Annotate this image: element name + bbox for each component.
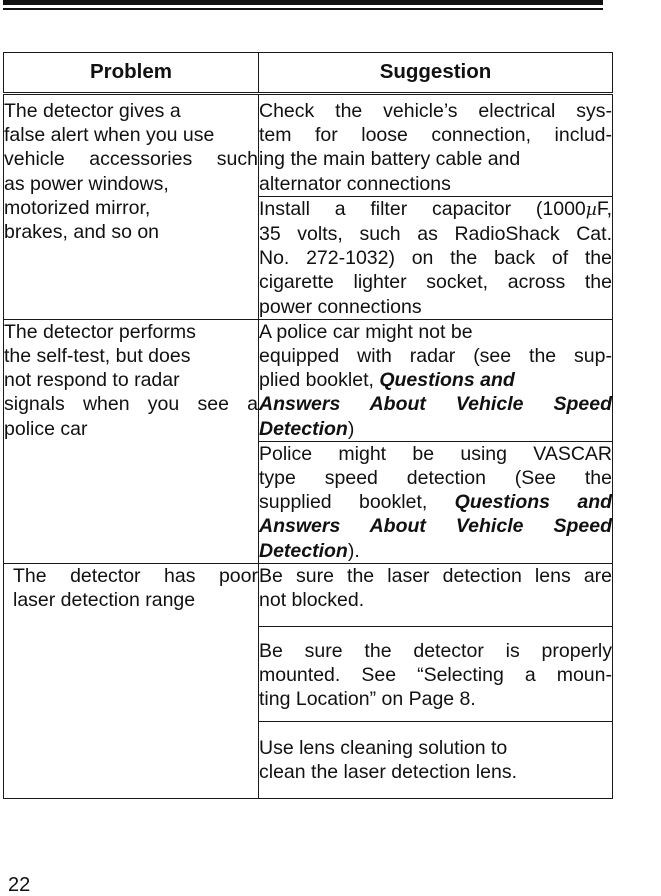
booklet-title: Detection: [259, 539, 348, 562]
booklet-title: Detection: [259, 417, 348, 440]
booklet-title: Answers About Vehicle Speed: [259, 515, 612, 538]
table-row: [4, 563, 613, 626]
page-number: 22: [8, 874, 31, 896]
booklet-title: Answers About Vehicle Speed: [259, 393, 612, 416]
header-rule-thick: [3, 0, 603, 5]
problem-cell: The detector has poor laser detection range: [4, 563, 259, 798]
suggestion-cell: Be sure the laser detection lens are not blocked.: [259, 563, 613, 626]
troubleshooting-table: [3, 52, 613, 799]
suggestion-cell: Check the vehicle’s electrical sys- tem for loose connection, includ- ing the main battery cable and alternator connections: [259, 94, 613, 197]
suggestion-cell: Police might be using VASCAR type speed detection (See the supplied booklet, Questions and Answers About Vehicle Speed Detection).: [259, 442, 613, 562]
suggestion-cell: Install a filter capacitor (1000µF, 35 volts, such as RadioShack Cat. No. 272-1032) on the back of the cigarette lighter socket, across the power connections: [259, 197, 612, 318]
suggestion-cell: Use lens cleaning solution to clean the laser detection lens.: [259, 721, 613, 798]
booklet-title: Questions and: [379, 369, 515, 392]
suggestion-cell: Be sure the detector is properly mounted. See “Selecting a moun- ting Location” on Page 8.: [259, 626, 613, 721]
micro-symbol: µ: [585, 199, 597, 220]
problem-cell: The detector gives a false alert when you use vehicle accessories such as power windows, motorized mirror, brakes, and so on: [4, 94, 259, 320]
problem-cell: The detector performs the self-test, but does not respond to radar signals when you see a police car: [4, 319, 259, 563]
table-header-row: [4, 53, 613, 94]
suggestion-cell: A police car might not be equipped with radar (see the sup- plied booklet, Questions and Answers About Vehicle Speed Detection): [259, 320, 612, 440]
booklet-title: Questions and: [454, 491, 613, 514]
suggestion-column-header: Suggestion: [259, 53, 613, 94]
problem-column-header: Problem: [4, 53, 259, 94]
header-rule-thin: [3, 8, 603, 10]
table-row: [4, 319, 613, 441]
table-row: [4, 94, 613, 197]
